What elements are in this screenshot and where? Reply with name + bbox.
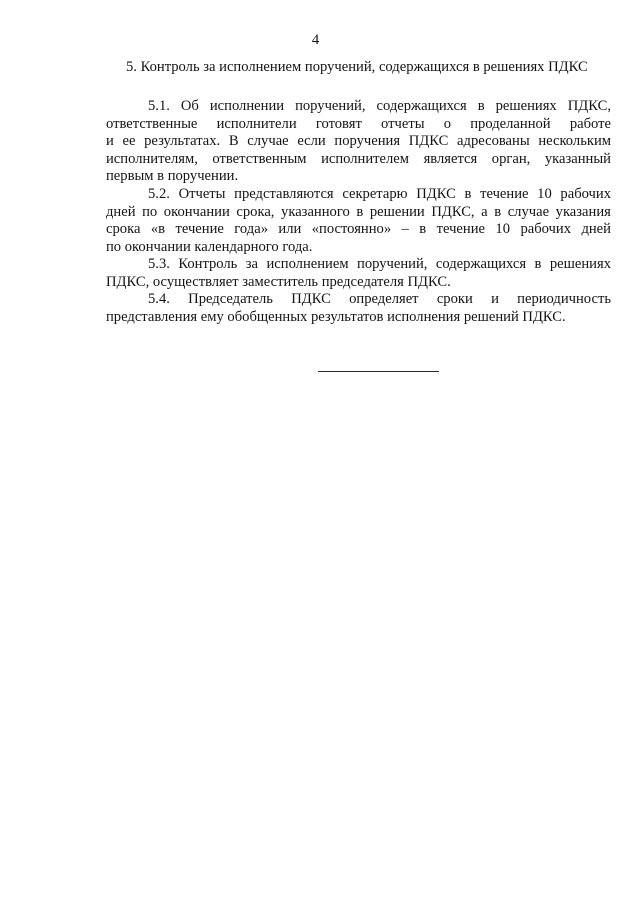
- paragraph-line: [106, 256, 611, 274]
- paragraph-line: [106, 133, 611, 151]
- word: случае: [247, 133, 289, 150]
- word: поручения: [334, 133, 401, 150]
- paragraph-line: [106, 151, 611, 169]
- word: «постоянно»: [311, 221, 392, 238]
- word: поручений,: [295, 98, 366, 114]
- word: исполнителем: [321, 150, 410, 167]
- word: ответственным: [212, 150, 307, 167]
- word: содержащихся: [435, 256, 527, 272]
- word: содержащихся: [376, 98, 467, 114]
- paragraph-line: [106, 116, 611, 134]
- word: за: [245, 256, 259, 272]
- word: ПДКС: [408, 133, 449, 150]
- word: исполнении: [209, 98, 285, 114]
- word: периодичность: [517, 291, 611, 307]
- word: нескольким: [538, 133, 611, 150]
- word: 10: [537, 186, 552, 202]
- word: рабочих: [520, 221, 572, 238]
- word: указания: [555, 203, 611, 220]
- word: ответственные: [106, 115, 198, 132]
- word: в: [534, 256, 542, 272]
- word: течение: [436, 221, 485, 238]
- word: Отчеты: [178, 186, 226, 202]
- word: срока,: [236, 203, 275, 220]
- word: и: [106, 133, 114, 150]
- paragraph-line: [106, 291, 611, 309]
- word: случае: [507, 203, 550, 220]
- word: 5.2.: [148, 186, 170, 202]
- word: ПДКС: [291, 291, 331, 307]
- paragraph-line: по окончании календарного года.: [106, 238, 313, 255]
- word: дней: [106, 203, 136, 220]
- word: или: [278, 221, 302, 238]
- end-of-document-rule: [318, 371, 439, 372]
- word: работе: [569, 115, 611, 132]
- word: результатах.: [144, 133, 221, 150]
- word: 5.4.: [148, 291, 170, 307]
- word: представляются: [234, 186, 334, 202]
- word: по: [142, 203, 158, 220]
- page-number: 4: [311, 32, 320, 48]
- word: является: [423, 150, 478, 167]
- word: окончании: [163, 203, 230, 220]
- word: определяет: [349, 291, 419, 307]
- word: готовят: [315, 115, 362, 132]
- word: решении: [369, 203, 425, 220]
- word: ПДКС: [416, 186, 456, 202]
- word: указанный: [544, 150, 611, 167]
- word: поручений,: [357, 256, 428, 272]
- paragraph-line: представления ему обобщенных результатов исполнения решений ПДКС.: [106, 308, 566, 325]
- paragraph-line: ПДКС, осуществляет заместитель председателя ПДКС.: [106, 273, 451, 290]
- word: отчеты: [381, 115, 425, 132]
- word: ПДКС,: [431, 203, 475, 220]
- word: исполнителям,: [106, 150, 198, 167]
- word: в: [464, 186, 472, 202]
- paragraph-line: [106, 186, 611, 204]
- word: года»: [234, 221, 268, 238]
- word: решениях: [549, 256, 611, 272]
- paragraph-5-1: [106, 98, 611, 186]
- word: в: [494, 203, 502, 220]
- paragraph-5-3: [106, 256, 611, 291]
- word: орган,: [491, 150, 531, 167]
- word: «в: [150, 221, 166, 238]
- word: о: [443, 115, 452, 132]
- word: адресованы: [457, 133, 530, 150]
- word: исполнители: [216, 115, 297, 132]
- word: Председатель: [188, 291, 273, 307]
- section-heading: 5. Контроль за исполнением поручений, содержащихся в решениях ПДКС: [126, 59, 588, 75]
- word: и: [491, 291, 499, 307]
- word: ПДКС,: [567, 98, 611, 114]
- word: в: [419, 221, 427, 238]
- word: Контроль: [178, 256, 238, 272]
- word: В: [228, 133, 239, 150]
- paragraph-5-4: [106, 291, 611, 326]
- word: течение: [175, 221, 224, 238]
- word: если: [297, 133, 326, 150]
- word: секретарю: [342, 186, 408, 202]
- word: решениях: [495, 98, 557, 114]
- word: рабочих: [560, 186, 611, 202]
- paragraph-line: [106, 98, 611, 116]
- word: а: [481, 203, 488, 220]
- paragraph-line: первым в поручении.: [106, 168, 239, 185]
- paragraph-5-2: [106, 186, 611, 256]
- word: –: [401, 221, 409, 238]
- word: течение: [480, 186, 529, 202]
- paragraph-line: [106, 221, 611, 239]
- paragraph-line: [106, 204, 611, 222]
- word: в: [356, 203, 364, 220]
- word: исполнением: [266, 256, 349, 272]
- word: проделанной: [470, 115, 551, 132]
- word: 5.3.: [148, 256, 170, 272]
- word: указанного: [281, 203, 350, 220]
- word: дней: [581, 221, 611, 238]
- word: ее: [122, 133, 136, 150]
- word: в: [477, 98, 485, 114]
- word: Об: [180, 98, 199, 114]
- word: срока: [106, 221, 141, 238]
- word: сроки: [436, 291, 473, 307]
- word: 5.1.: [148, 98, 170, 114]
- word: 10: [495, 221, 511, 238]
